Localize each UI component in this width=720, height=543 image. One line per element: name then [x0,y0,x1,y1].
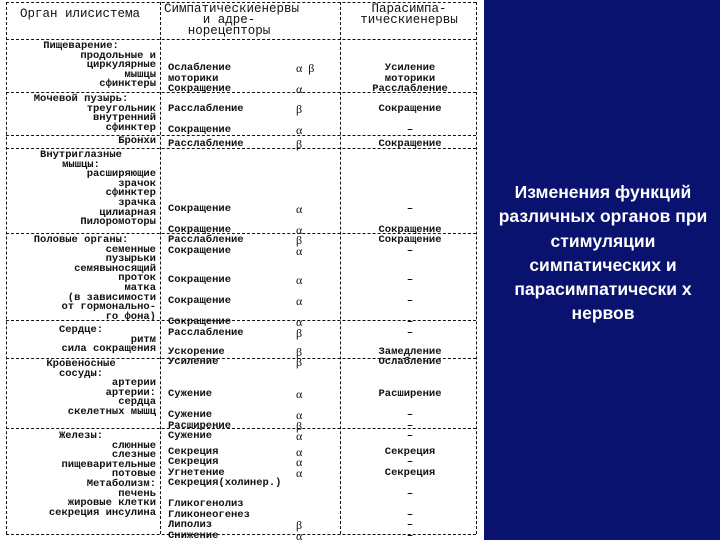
text-line [168,214,300,225]
organ-label: секреция инсулина [48,506,156,519]
organ-label: семявыносящий [74,262,156,275]
text-line [344,436,476,447]
text-line [296,336,338,347]
organ-label: Сердце: [58,324,104,336]
organ-label: от гормонально- [61,301,156,314]
text-line [344,478,476,489]
sympathetic-cell [168,254,300,338]
organ-cell [6,326,156,355]
text-line: β [296,102,303,116]
header-parasympathetic [342,4,476,26]
organ-label: артерии: [105,386,156,399]
text-line [296,286,338,297]
text-line [344,214,476,225]
text-line: Сокращение [168,223,232,236]
text-line: Расширение [168,419,232,432]
text-line: Секреция [168,445,219,458]
text-line: Сокращение [378,103,442,115]
text-line: Сокращение [168,124,232,136]
text-line: моторики [168,72,219,85]
text-line: α [296,82,303,96]
organ-label: зрачка [118,196,156,209]
text-line [296,183,338,194]
sympathetic-cell [168,336,300,368]
text-line: – [406,409,414,421]
text-line: Симпатические [164,2,262,16]
text-line [296,478,338,489]
receptor-cell [296,368,338,442]
organ-label: Пилоромоторы [80,216,156,229]
text-line: Орган или [19,7,88,21]
organ-label: продольные и [80,49,156,62]
text-line [344,42,476,53]
organ-label: скелетных мышц [67,405,156,418]
organ-cell [6,95,156,133]
text-line [168,254,300,265]
text-line [296,193,338,204]
text-line [168,336,300,347]
sympathetic-cell [168,436,300,541]
organ-label: Внутриглазные [40,149,122,161]
text-line: Расслабление [168,234,244,246]
text-line: β [296,518,303,532]
text-line: – [406,529,414,542]
text-line: β [296,344,303,359]
text-line: Ускорение [168,345,225,358]
text-line [344,368,476,379]
text-line: β [296,418,303,433]
text-line [296,265,338,276]
organ-label: Пищеварение: [43,40,119,52]
text-line [296,499,338,510]
text-line: моторики [384,72,436,85]
column-divider [476,2,477,534]
organ-label: го фона) [105,310,156,323]
text-line: Усиление [384,62,436,74]
text-line: Парасимпа- [371,2,447,16]
organ-label: артерии [111,377,156,390]
text-line: – [406,202,414,215]
parasympathetic-cell [344,368,476,442]
organ-label: мышцы [124,68,156,81]
organ-label: внутренний [92,112,156,125]
text-line: Снижение [168,529,219,542]
text-line: Сокращение [378,234,442,246]
text-line [344,172,476,183]
receptor-cell [296,172,338,256]
text-line: α [296,243,303,258]
organ-label: пузырьки [105,253,156,266]
text-line: Сокращение [378,138,442,150]
text-line: α β [296,61,315,75]
text-line: Расслабление [168,103,244,115]
text-line: β [296,137,303,151]
text-line [168,193,300,204]
text-line [296,115,338,126]
text-line: – [406,456,414,468]
text-line: Сокращение [168,316,232,328]
sympathetic-cell [168,139,300,150]
parasympathetic-cell [344,42,476,95]
text-line [168,183,300,194]
organ-label: ритм [130,333,156,346]
text-line: Замедление [378,345,442,358]
text-line: Сужение [168,409,213,421]
receptor-cell [296,104,338,136]
text-line: α [296,465,303,480]
organ-label: зрачок [118,177,156,190]
parasympathetic-cell [344,139,476,150]
organ-label: пищеварительные [61,458,156,471]
organ-label: проток [118,272,156,285]
text-line: – [406,508,414,521]
text-line: – [406,430,414,442]
receptor-cell [296,254,338,338]
parasympathetic-cell [344,436,476,541]
organ-label: сила сокращения [61,343,156,356]
text-line: – [406,326,414,339]
text-line: – [406,519,414,531]
sympathetic-cell [168,368,300,442]
organ-label: Бронхи [118,135,156,147]
text-line: Расслабление [168,138,244,150]
text-line: α [296,123,303,137]
text-line: Сужение [168,388,213,400]
organ-label: сосуды: [58,367,104,380]
text-line [296,400,338,411]
organ-label: циркулярные [86,59,156,72]
header-sympathetic [164,2,300,38]
text-line [296,172,338,183]
text-line: тические [360,13,421,27]
organ-label: печень [118,487,156,500]
text-line [296,379,338,390]
text-line: Ослабление [168,62,232,74]
text-line: α [296,294,303,308]
text-line: α [296,444,303,459]
text-line [296,42,338,53]
text-line: Расслабление [168,326,244,339]
text-line: нервы и адре- [202,2,300,27]
text-line: Усиление [168,356,219,368]
organ-label: матка [124,281,156,294]
parasympathetic-cell [344,172,476,256]
text-line: Сужение [168,430,213,442]
text-line: Гликонеогенез [168,508,250,521]
text-line: Угнетение [168,466,225,479]
text-line [168,42,300,53]
text-line: Липолиз [168,519,213,531]
text-line: – [406,274,414,286]
organ-label: цилиарная [99,206,156,219]
text-line: α [296,273,303,287]
text-line: Секреция [384,445,436,458]
text-line: Сокращение [168,295,232,307]
text-line [296,254,338,265]
text-line: α [296,201,303,216]
receptor-cell [296,139,338,150]
organ-label: (в зависимости [67,291,156,304]
organ-label: сфинктеры [99,78,156,91]
organ-label: сердца [118,396,156,409]
organ-label: сфинктер [105,187,156,200]
text-line [168,172,300,183]
organ-label: расширяющие [86,168,156,181]
text-line [296,214,338,225]
organ-label: Половые органы: [33,234,129,246]
text-line [296,436,338,447]
organ-label: потовые [111,468,156,481]
organ-label: треугольник [86,102,156,115]
text-line: α [296,408,303,422]
header-organ [10,9,150,20]
text-line: Расслабление [372,83,448,95]
text-line: Сокращение [168,202,232,215]
text-line: Расширение [378,388,442,400]
text-line: – [406,244,414,257]
text-line: β [296,325,303,340]
text-line: нервы [420,13,458,27]
sympathetic-cell [168,172,300,256]
organ-cell [6,151,156,228]
text-line [168,368,300,379]
organ-label: Мочевой пузырь: [33,93,129,105]
text-line: Секреция [384,466,436,479]
text-line [296,489,338,500]
organ-cell [6,432,156,518]
text-line: Гликогенолиз [168,498,244,510]
text-line [296,368,338,379]
receptor-cell [296,436,338,541]
parasympathetic-cell [344,336,476,368]
organ-cell [6,42,156,90]
text-line: Сокращение [168,274,232,286]
organ-label: мышцы: [62,158,100,171]
organ-cell [6,137,156,147]
row-divider [6,2,476,3]
receptor-cell [296,42,338,95]
text-line: система [87,7,141,21]
text-line: α [296,429,303,443]
text-line: Ослабление [378,356,442,368]
text-line: α [296,387,303,401]
text-line: – [406,124,414,136]
organ-cell [6,236,156,322]
organ-label: слюнные [111,439,156,452]
column-divider [340,2,341,534]
organ-label: Кровеносные [46,358,116,370]
text-line: Секреция(холинер.) [168,477,282,489]
organ-label: Метаболизм: [86,477,156,490]
text-line [344,499,476,510]
text-line: – [406,316,414,328]
parasympathetic-cell [344,104,476,136]
text-line: Сокращение [378,223,442,236]
text-line: α [296,315,303,329]
slide-caption: Изменения функций различных органов при стимуляции симпатических и парасимпатически х нервов [498,182,708,324]
organ-label: сфинктер [105,121,156,134]
text-line: – [406,295,414,307]
text-line: Сокращение [168,244,232,257]
text-line: α [296,528,303,543]
text-line [168,436,300,447]
sympathetic-cell [168,42,300,95]
text-line: – [406,487,414,500]
text-line [296,74,338,85]
text-line: α [296,222,303,237]
organ-label: жировые клетки [67,497,156,510]
sympathetic-cell [168,104,300,136]
organ-label: слезные [111,449,156,462]
column-divider [160,2,161,534]
text-line: Сокращение [168,83,232,95]
text-line: норецепторы [187,24,271,38]
parasympathetic-cell [344,254,476,338]
text-line: β [296,233,303,247]
organ-label: Железы: [58,430,104,442]
text-line [344,336,476,347]
text-line: α [296,455,303,469]
receptor-cell [296,336,338,368]
text-line [344,254,476,265]
text-line: – [406,419,414,432]
organ-cell [6,360,156,418]
text-line: β [296,355,303,369]
text-line: Секреция [168,456,219,468]
text-line [296,510,338,521]
text-line [344,193,476,204]
text-line [296,307,338,318]
organ-label: семенные [105,243,156,256]
